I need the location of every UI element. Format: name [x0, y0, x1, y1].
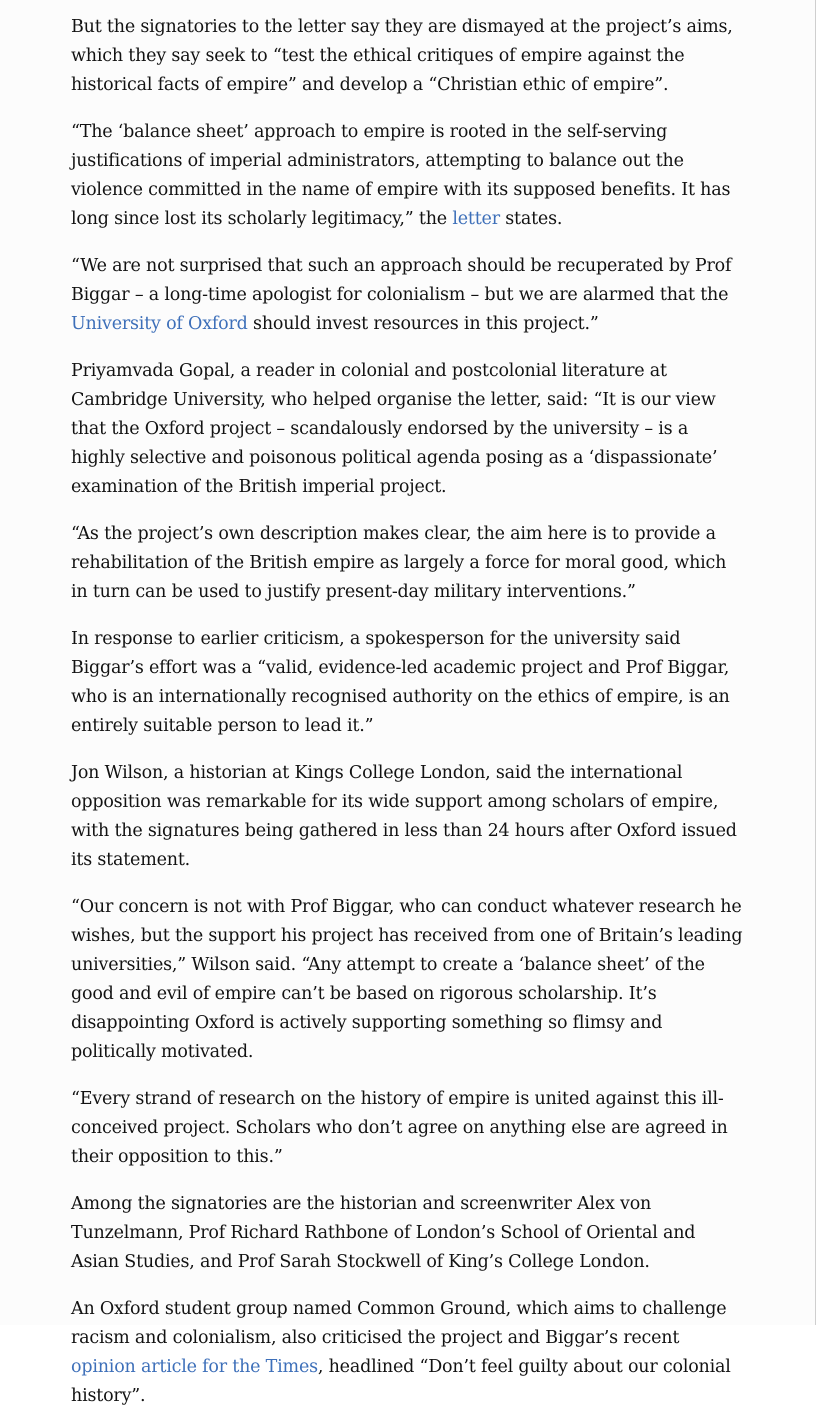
university-of-oxford-link[interactable]: University of Oxford — [71, 314, 248, 334]
paragraph-balance-sheet — [71, 118, 747, 234]
letter-link[interactable]: letter — [452, 209, 500, 229]
paragraph-text: “Every strand of research on the history of empire is united against this ill-conceived project. Scholars who don’t agree on anything else are agreed in their opposition to this.” — [71, 1089, 728, 1167]
paragraph-text: , headlined “Don’t feel guilty about our colonial history”. — [71, 1357, 731, 1406]
article-body — [71, 13, 747, 1411]
paragraph-signatories-list — [71, 1190, 747, 1277]
paragraph-signatories-dismayed — [71, 13, 747, 100]
paragraph-not-surprised — [71, 252, 747, 339]
paragraph-text: “As the project’s own description makes clear, the aim here is to provide a rehabilitation of the British empire as largely a force for moral good, which in turn can be used to justify present-day military interventions.” — [71, 524, 727, 602]
paragraph-text: An Oxford student group named Common Ground, which aims to challenge racism and colonialism, also criticised the project and Biggar’s recent — [71, 1299, 727, 1348]
paragraph-every-strand — [71, 1085, 747, 1172]
paragraph-text: states. — [499, 209, 563, 229]
paragraph-text: Priyamvada Gopal, a reader in colonial and postcolonial literature at Cambridge University, who helped organise the letter, said: “It is our view that the Oxford project – scandalously endorsed by the university – is a highly selective and poisonous political agenda posing as a ‘dispassionate’ examination of the British imperial project. — [71, 361, 718, 497]
paragraph-wilson-quote — [71, 893, 747, 1067]
paragraph-text: “We are not surprised that such an approach should be recuperated by Prof Biggar – a long-time apologist for colonialism – but we are alarmed that the — [71, 256, 732, 305]
paragraph-common-ground — [71, 1295, 747, 1411]
paragraph-text: Among the signatories are the historian and screenwriter Alex von Tunzelmann, Prof Richard Rathbone of London’s School of Oriental and Asian Studies, and Prof Sarah Stockwell of King’s College London. — [71, 1194, 696, 1272]
paragraph-project-description — [71, 520, 747, 607]
paragraph-text: Jon Wilson, a historian at Kings College London, said the international opposition was remarkable for its wide support among scholars of empire, with the signatures being gathered in less than 24 hours after Oxford issued its statement. — [71, 763, 737, 870]
paragraph-text: “The ‘balance sheet’ approach to empire is rooted in the self-serving justifications of imperial administrators, attempting to balance out the violence committed in the name of empire with its supposed benefits. It has long since lost its scholarly legitimacy,” the — [71, 122, 731, 229]
paragraph-gopal-quote — [71, 357, 747, 502]
paragraph-text: should invest resources in this project.” — [247, 314, 599, 334]
paragraph-university-response — [71, 625, 747, 741]
paragraph-jon-wilson — [71, 759, 747, 875]
paragraph-text: In response to earlier criticism, a spokesperson for the university said Biggar’s effort was a “valid, evidence-led academic project and Prof Biggar, who is an internationally recognised authority on the ethics of empire, is an entirely suitable person to lead it.” — [71, 629, 730, 736]
paragraph-text: But the signatories to the letter say they are dismayed at the project’s aims, which they say seek to “test the ethical critiques of empire against the historical facts of empire” and develop a “Christian ethic of empire”. — [71, 17, 733, 95]
opinion-article-link[interactable]: opinion article for the Times — [71, 1357, 318, 1377]
paragraph-text: “Our concern is not with Prof Biggar, who can conduct whatever research he wishes, but the support his project has received from one of Britain’s leading universities,” Wilson said. “Any attempt to create a ‘balance sheet’ of the good and evil of empire can’t be based on rigorous scholarship. It’s disappointing Oxford is actively supporting something so flimsy and politically motivated. — [71, 897, 743, 1062]
